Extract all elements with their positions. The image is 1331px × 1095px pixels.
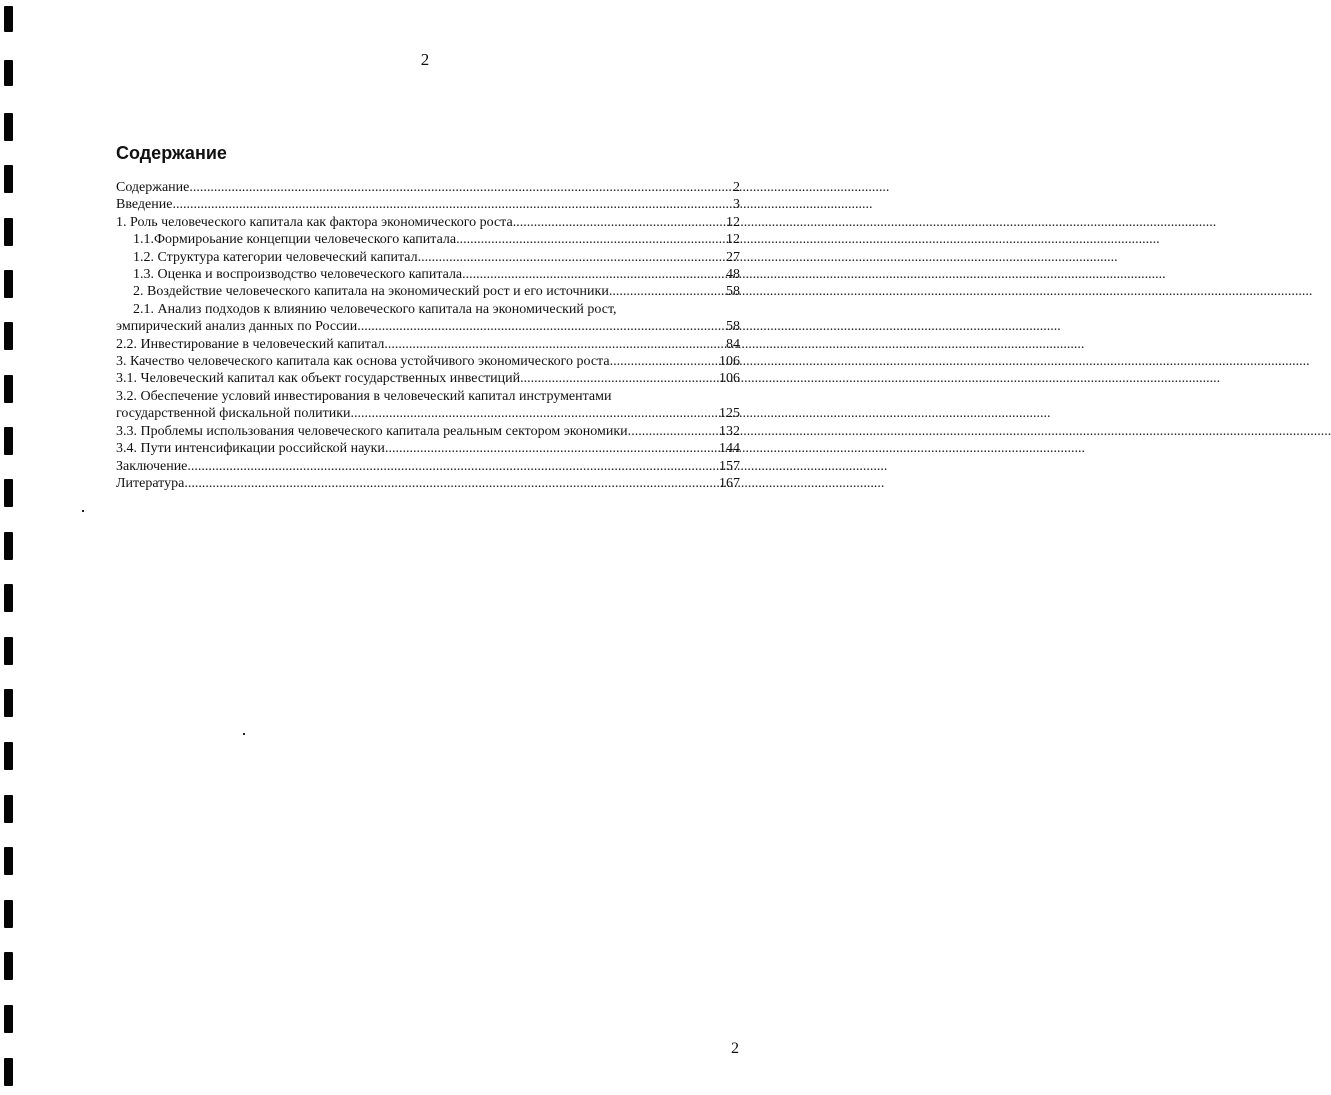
- binding-mark: [4, 165, 13, 193]
- toc-entry-label: 1.1.Формироьание концепции человеческого капитала.: [133, 232, 460, 248]
- toc-entry-line2: [116, 318, 740, 335]
- binding-mark: [4, 479, 13, 507]
- toc-leader: [385, 440, 719, 457]
- toc-title: Содержание: [116, 143, 227, 163]
- toc-leader: [612, 283, 726, 300]
- toc-leader: [351, 405, 719, 422]
- toc-entry[interactable]: [116, 301, 740, 336]
- toc-entry[interactable]: [116, 458, 740, 475]
- toc-entry-label: эмпирический анализ данных по России.: [116, 319, 361, 335]
- toc-entry[interactable]: [116, 196, 740, 213]
- toc-leader: [631, 423, 719, 440]
- binding-mark: [4, 270, 13, 298]
- toc-entry[interactable]: [116, 388, 740, 423]
- binding-mark: [4, 637, 13, 665]
- toc-entry-label: 1.2. Структура категории человеческий капитал: [133, 249, 418, 265]
- toc-entry-label: Содержание: [116, 180, 190, 195]
- toc-entry-label: 1.3. Оценка и воспроизводство человеческого капитала.: [133, 267, 466, 283]
- toc-leader: [418, 249, 726, 266]
- toc-entry[interactable]: [116, 370, 740, 387]
- toc-entry-page: 132: [719, 423, 740, 439]
- toc-leader: [460, 231, 726, 248]
- binding-mark: [4, 1005, 13, 1033]
- binding-mark: [4, 532, 13, 560]
- binding-mark: [4, 1058, 13, 1086]
- toc-entry[interactable]: [116, 475, 740, 492]
- toc-entry-label: 3.1. Человеческий капитал как объект государственных инвестиций: [116, 371, 521, 387]
- toc-entry-label: 2. Воздействие человеческого капитала на экономический рост и его источники.: [133, 284, 613, 300]
- binding-mark: [4, 322, 13, 350]
- toc-entry[interactable]: [116, 249, 740, 266]
- toc-leader: [184, 475, 719, 492]
- binding-mark: [4, 584, 13, 612]
- binding-mark: [4, 742, 13, 770]
- toc-entry[interactable]: [116, 423, 740, 440]
- toc-entry[interactable]: [116, 231, 740, 248]
- toc-entry-label: 3. Качество человеческого капитала как основа устойчивого экономического роста: [116, 354, 610, 370]
- toc-leader: [384, 336, 726, 353]
- toc-entry-page: 144: [719, 441, 740, 457]
- table-of-contents: [116, 179, 740, 492]
- binding-mark: [4, 375, 13, 403]
- toc-leader: [516, 214, 726, 231]
- toc-entry-label: 2.2. Инвестирование в человеческий капитал: [116, 336, 385, 352]
- toc-entry-label: 3.4. Пути интенсификации российской науки: [116, 441, 385, 457]
- binding-mark: [4, 427, 13, 455]
- toc-entry[interactable]: [116, 353, 740, 370]
- binding-mark: [4, 113, 13, 141]
- toc-entry-page: 58: [726, 319, 740, 335]
- binding-mark: [4, 847, 13, 875]
- binding-mark: [4, 795, 13, 823]
- toc-leader: [187, 458, 719, 475]
- toc-entry-page: 167: [719, 475, 740, 491]
- toc-leader: [172, 196, 733, 213]
- toc-entry-line2: [116, 405, 740, 422]
- toc-entry[interactable]: [116, 179, 740, 196]
- toc-entry-page: 27: [726, 249, 740, 265]
- toc-entry-page: 106: [719, 354, 740, 370]
- toc-entry[interactable]: [116, 336, 740, 353]
- toc-entry-page: 12: [726, 232, 740, 248]
- toc-entry-label: 3.3. Проблемы использования человеческого капитала реальным сектором экономики.: [116, 423, 632, 439]
- toc-entry[interactable]: [116, 214, 740, 231]
- page-number-bottom: 2: [731, 1040, 739, 1057]
- page-number-top: 2: [420, 50, 430, 69]
- binding-mark: [4, 6, 13, 32]
- binding-mark: [4, 900, 13, 928]
- binding-mark: [4, 218, 13, 246]
- scan-speck: [243, 733, 245, 735]
- scan-speck: [82, 510, 84, 512]
- toc-leader: [520, 370, 719, 387]
- toc-leader: [361, 318, 726, 335]
- binding-mark: [4, 952, 13, 980]
- toc-entry-page: 125: [719, 406, 740, 422]
- toc-entry[interactable]: [116, 283, 740, 300]
- toc-leader: [610, 353, 719, 370]
- toc-entry-label: Литература: [116, 475, 185, 491]
- toc-entry-page: 3: [733, 197, 740, 213]
- toc-entry-page: 2: [733, 180, 740, 195]
- toc-entry-page: 48: [726, 267, 740, 283]
- toc-entry-label: 3.2. Обеспечение условий инвестирования в человеческий капитал инструментами: [116, 388, 612, 404]
- toc-entry-label: Введение: [116, 197, 173, 213]
- toc-entry-page: 84: [726, 336, 740, 352]
- toc-entry[interactable]: [116, 440, 740, 457]
- toc-entry-label: 2.1. Анализ подходов к влиянию человеческого капитала на экономический рост,: [133, 301, 617, 317]
- toc-entry-label: Заключение: [116, 458, 188, 474]
- toc-entry-page: 157: [719, 458, 740, 474]
- toc-entry-page: 12: [726, 214, 740, 230]
- toc-entry-label: 1. Роль человеческого капитала как фактора экономического роста.: [116, 214, 517, 230]
- toc-entry-label: государственной фискальной политики: [116, 406, 351, 422]
- toc-entry[interactable]: [116, 266, 740, 283]
- toc-leader: [466, 266, 726, 283]
- toc-leader: [189, 179, 733, 196]
- toc-entry-page: 58: [726, 284, 740, 300]
- binding-mark: [4, 689, 13, 717]
- toc-entry-page: 106: [719, 371, 740, 387]
